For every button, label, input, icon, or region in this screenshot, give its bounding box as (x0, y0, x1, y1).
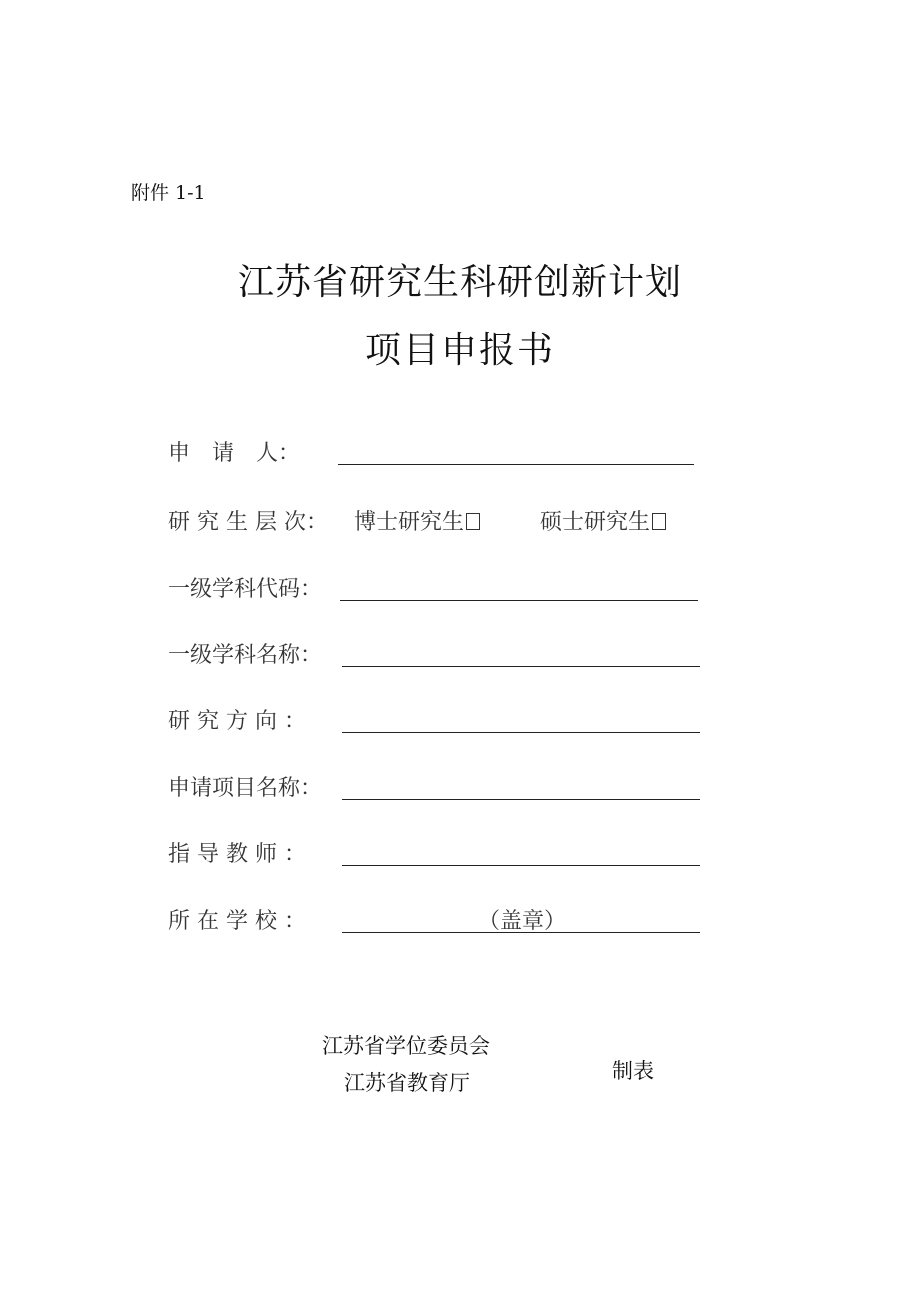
supervisor-input-line[interactable] (342, 865, 700, 866)
graduate-level-label: 研 究 生 层 次： (168, 510, 328, 535)
supervisor-label: 指 导 教 师 ： (168, 842, 306, 867)
school-seal-note: （盖章） (478, 909, 567, 934)
attachment-label: 附件 1-1 (131, 182, 206, 204)
school-field (168, 899, 708, 939)
discipline-name-field (168, 633, 708, 673)
supervisor-field (168, 832, 708, 872)
masters-option-label: 硕士研究生 (540, 510, 651, 535)
discipline-name-input-line[interactable] (342, 666, 700, 667)
applicant-field (168, 431, 708, 471)
applicant-input-line[interactable] (338, 464, 694, 465)
research-direction-label: 研 究 方 向 ： (168, 709, 306, 734)
issuer-line-1: 江苏省学位委员会 (322, 1034, 490, 1058)
graduate-level-field (168, 500, 708, 540)
applicant-label: 申 请 人： (168, 441, 301, 466)
discipline-code-field (168, 567, 708, 607)
document-subtitle: 项目申报书 (364, 330, 555, 371)
doctoral-checkbox[interactable] (466, 513, 480, 530)
discipline-name-label: 一级学科名称： (168, 643, 323, 668)
project-name-field (168, 766, 708, 806)
project-name-input-line[interactable] (342, 799, 700, 800)
issuer-line-2: 江苏省教育厅 (344, 1071, 470, 1095)
research-direction-field (168, 699, 708, 739)
masters-checkbox[interactable] (652, 513, 666, 530)
doctoral-option[interactable] (354, 505, 480, 536)
research-direction-input-line[interactable] (342, 732, 700, 733)
document-title: 江苏省研究生科研创新计划 (237, 262, 682, 303)
discipline-code-input-line[interactable] (340, 600, 698, 601)
project-name-label: 申请项目名称： (168, 776, 323, 801)
school-label: 所 在 学 校 ： (168, 909, 306, 934)
doctoral-option-label: 博士研究生 (354, 510, 465, 535)
masters-option[interactable] (540, 505, 666, 536)
issuer-suffix: 制表 (612, 1059, 654, 1083)
discipline-code-label: 一级学科代码： (168, 577, 323, 602)
